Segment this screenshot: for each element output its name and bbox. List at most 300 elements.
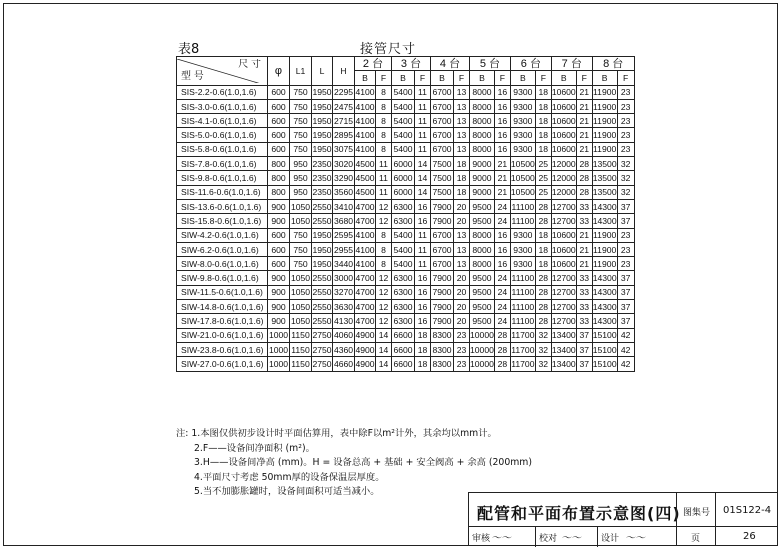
value-cell: 11100 xyxy=(510,199,535,213)
value-cell: 37 xyxy=(617,300,634,314)
check-signature: ～～ xyxy=(561,533,581,544)
note-2: 2.F——设备间净面积 (m²)。 xyxy=(194,442,315,454)
value-cell: 42 xyxy=(617,357,634,371)
value-cell: 16 xyxy=(494,242,510,256)
value-cell: 24 xyxy=(494,271,510,285)
value-cell: 11 xyxy=(376,171,392,185)
value-cell: 11 xyxy=(376,185,392,199)
value-cell: 23 xyxy=(617,99,634,113)
value-cell: 10000 xyxy=(470,328,495,342)
value-cell: 13400 xyxy=(551,328,576,342)
value-cell: 20 xyxy=(454,214,470,228)
value-cell: 950 xyxy=(290,185,312,199)
model-cell: SIS-4.1-0.6(1.0,1.6) xyxy=(177,114,268,128)
value-cell: 33 xyxy=(576,285,592,299)
value-cell: 14 xyxy=(376,342,392,356)
value-cell: 1050 xyxy=(290,271,312,285)
value-cell: 20 xyxy=(454,271,470,285)
value-cell: 16 xyxy=(494,99,510,113)
value-cell: 11 xyxy=(415,242,431,256)
value-cell: 9500 xyxy=(470,300,495,314)
value-cell: 9300 xyxy=(510,142,535,156)
value-cell: 3270 xyxy=(333,285,355,299)
value-cell: 15100 xyxy=(592,328,617,342)
value-cell: 8300 xyxy=(431,328,454,342)
value-cell: 900 xyxy=(268,214,290,228)
value-cell: 10500 xyxy=(510,157,535,171)
value-cell: 900 xyxy=(268,271,290,285)
value-cell: 12 xyxy=(376,271,392,285)
value-cell: 4700 xyxy=(355,285,376,299)
sub-header-f: F xyxy=(535,71,551,85)
value-cell: 11 xyxy=(415,85,431,99)
value-cell: 1050 xyxy=(290,314,312,328)
value-cell: 32 xyxy=(617,157,634,171)
value-cell: 5400 xyxy=(392,228,415,242)
value-cell: 14300 xyxy=(592,199,617,213)
col-phi: φ xyxy=(268,57,290,86)
value-cell: 4100 xyxy=(355,128,376,142)
value-cell: 10600 xyxy=(551,242,576,256)
value-cell: 12 xyxy=(376,214,392,228)
value-cell: 800 xyxy=(268,157,290,171)
value-cell: 20 xyxy=(454,314,470,328)
value-cell: 750 xyxy=(290,242,312,256)
value-cell: 13 xyxy=(454,85,470,99)
value-cell: 18 xyxy=(535,85,551,99)
value-cell: 11100 xyxy=(510,214,535,228)
value-cell: 900 xyxy=(268,285,290,299)
value-cell: 10000 xyxy=(470,342,495,356)
value-cell: 5400 xyxy=(392,114,415,128)
group-5: 5 台 xyxy=(470,57,511,71)
model-cell: SIW-8.0-0.6(1.0,1.6) xyxy=(177,257,268,271)
value-cell: 25 xyxy=(535,185,551,199)
value-cell: 16 xyxy=(494,114,510,128)
value-cell: 18 xyxy=(535,99,551,113)
value-cell: 10000 xyxy=(470,357,495,371)
value-cell: 11900 xyxy=(592,99,617,113)
value-cell: 4360 xyxy=(333,342,355,356)
sub-header-b: B xyxy=(551,71,576,85)
value-cell: 18 xyxy=(454,171,470,185)
value-cell: 9500 xyxy=(470,199,495,213)
value-cell: 28 xyxy=(535,314,551,328)
value-cell: 8 xyxy=(376,128,392,142)
value-cell: 28 xyxy=(494,357,510,371)
value-cell: 600 xyxy=(268,85,290,99)
value-cell: 7900 xyxy=(431,199,454,213)
value-cell: 9300 xyxy=(510,85,535,99)
value-cell: 2595 xyxy=(333,228,355,242)
value-cell: 6000 xyxy=(392,171,415,185)
value-cell: 10600 xyxy=(551,257,576,271)
value-cell: 1950 xyxy=(312,85,333,99)
value-cell: 14 xyxy=(415,157,431,171)
note-4: 4.平面尺寸考虑 50mm厚的设备保温层厚度。 xyxy=(194,471,385,483)
value-cell: 11900 xyxy=(592,114,617,128)
value-cell: 28 xyxy=(535,199,551,213)
value-cell: 6700 xyxy=(431,128,454,142)
value-cell: 15100 xyxy=(592,342,617,356)
value-cell: 600 xyxy=(268,257,290,271)
value-cell: 12700 xyxy=(551,314,576,328)
value-cell: 14300 xyxy=(592,314,617,328)
value-cell: 4700 xyxy=(355,199,376,213)
page-label: 页 xyxy=(691,534,701,544)
value-cell: 2550 xyxy=(312,271,333,285)
value-cell: 6700 xyxy=(431,99,454,113)
value-cell: 21 xyxy=(576,142,592,156)
model-cell: SIS-3.0-0.6(1.0,1.6) xyxy=(177,99,268,113)
value-cell: 6700 xyxy=(431,228,454,242)
value-cell: 28 xyxy=(535,214,551,228)
value-cell: 6300 xyxy=(392,214,415,228)
value-cell: 1950 xyxy=(312,114,333,128)
value-cell: 12000 xyxy=(551,157,576,171)
value-cell: 9300 xyxy=(510,99,535,113)
value-cell: 8300 xyxy=(431,342,454,356)
sub-header-f: F xyxy=(576,71,592,85)
value-cell: 16 xyxy=(415,300,431,314)
sub-header-b: B xyxy=(592,71,617,85)
drawing-title: 配管和平面布置示意图(四) xyxy=(477,504,681,523)
table-row xyxy=(177,185,635,199)
value-cell: 16 xyxy=(494,228,510,242)
value-cell: 16 xyxy=(415,199,431,213)
value-cell: 750 xyxy=(290,257,312,271)
value-cell: 3440 xyxy=(333,257,355,271)
value-cell: 1050 xyxy=(290,214,312,228)
value-cell: 6700 xyxy=(431,257,454,271)
value-cell: 4700 xyxy=(355,314,376,328)
model-cell: SIS-11.6-0.6(1.0,1.6) xyxy=(177,185,268,199)
value-cell: 37 xyxy=(617,214,634,228)
value-cell: 33 xyxy=(576,300,592,314)
value-cell: 600 xyxy=(268,128,290,142)
value-cell: 18 xyxy=(535,257,551,271)
value-cell: 13 xyxy=(454,99,470,113)
value-cell: 14 xyxy=(376,357,392,371)
table-row xyxy=(177,328,635,342)
review-label: 审核 xyxy=(472,534,491,544)
value-cell: 11700 xyxy=(510,328,535,342)
group-3: 3 台 xyxy=(392,57,431,71)
value-cell: 4900 xyxy=(355,328,376,342)
value-cell: 11 xyxy=(415,257,431,271)
value-cell: 13 xyxy=(454,242,470,256)
value-cell: 9500 xyxy=(470,285,495,299)
value-cell: 1150 xyxy=(290,357,312,371)
value-cell: 10600 xyxy=(551,99,576,113)
value-cell: 4100 xyxy=(355,228,376,242)
value-cell: 28 xyxy=(535,300,551,314)
value-cell: 23 xyxy=(617,128,634,142)
value-cell: 1950 xyxy=(312,142,333,156)
value-cell: 32 xyxy=(535,342,551,356)
value-cell: 2550 xyxy=(312,300,333,314)
value-cell: 25 xyxy=(535,171,551,185)
value-cell: 3075 xyxy=(333,142,355,156)
value-cell: 23 xyxy=(617,228,634,242)
model-cell: SIW-27.0-0.6(1.0,1.6) xyxy=(177,357,268,371)
value-cell: 8000 xyxy=(470,85,495,99)
table-row xyxy=(177,199,635,213)
value-cell: 3020 xyxy=(333,157,355,171)
value-cell: 6000 xyxy=(392,157,415,171)
value-cell: 7500 xyxy=(431,185,454,199)
value-cell: 10600 xyxy=(551,128,576,142)
value-cell: 1950 xyxy=(312,228,333,242)
value-cell: 18 xyxy=(415,342,431,356)
value-cell: 37 xyxy=(617,199,634,213)
value-cell: 5400 xyxy=(392,142,415,156)
check-label: 校对 xyxy=(539,534,558,544)
value-cell: 750 xyxy=(290,228,312,242)
value-cell: 7900 xyxy=(431,285,454,299)
value-cell: 2350 xyxy=(312,157,333,171)
value-cell: 4500 xyxy=(355,185,376,199)
value-cell: 18 xyxy=(535,242,551,256)
value-cell: 21 xyxy=(494,185,510,199)
value-cell: 23 xyxy=(454,342,470,356)
value-cell: 23 xyxy=(617,142,634,156)
value-cell: 11 xyxy=(415,99,431,113)
value-cell: 7900 xyxy=(431,214,454,228)
value-cell: 5400 xyxy=(392,99,415,113)
title-block xyxy=(468,492,778,546)
atlas-label: 图集号 xyxy=(683,508,711,518)
value-cell: 3560 xyxy=(333,185,355,199)
value-cell: 16 xyxy=(494,128,510,142)
model-cell: SIS-5.0-0.6(1.0,1.6) xyxy=(177,128,268,142)
value-cell: 600 xyxy=(268,99,290,113)
value-cell: 1950 xyxy=(312,128,333,142)
value-cell: 6600 xyxy=(392,328,415,342)
table-row xyxy=(177,214,635,228)
value-cell: 11 xyxy=(415,114,431,128)
value-cell: 5400 xyxy=(392,128,415,142)
value-cell: 25 xyxy=(535,157,551,171)
value-cell: 21 xyxy=(576,114,592,128)
value-cell: 11 xyxy=(415,128,431,142)
value-cell: 6700 xyxy=(431,242,454,256)
value-cell: 8000 xyxy=(470,142,495,156)
value-cell: 21 xyxy=(576,257,592,271)
value-cell: 28 xyxy=(576,157,592,171)
value-cell: 11100 xyxy=(510,285,535,299)
value-cell: 8300 xyxy=(431,357,454,371)
value-cell: 18 xyxy=(454,185,470,199)
value-cell: 6700 xyxy=(431,114,454,128)
value-cell: 18 xyxy=(454,157,470,171)
value-cell: 14300 xyxy=(592,285,617,299)
value-cell: 11 xyxy=(415,142,431,156)
value-cell: 1000 xyxy=(268,342,290,356)
value-cell: 2750 xyxy=(312,328,333,342)
model-cell: SIW-17.8-0.6(1.0,1.6) xyxy=(177,314,268,328)
value-cell: 10500 xyxy=(510,171,535,185)
value-cell: 12700 xyxy=(551,271,576,285)
value-cell: 28 xyxy=(535,285,551,299)
value-cell: 12 xyxy=(376,285,392,299)
value-cell: 11 xyxy=(415,228,431,242)
value-cell: 32 xyxy=(617,171,634,185)
value-cell: 1050 xyxy=(290,285,312,299)
value-cell: 8000 xyxy=(470,114,495,128)
value-cell: 4700 xyxy=(355,271,376,285)
value-cell: 5400 xyxy=(392,85,415,99)
value-cell: 4100 xyxy=(355,114,376,128)
model-cell: SIW-6.2-0.6(1.0,1.6) xyxy=(177,242,268,256)
model-cell: SIW-21.0-0.6(1.0,1.6) xyxy=(177,328,268,342)
corner-model-label: 型 号 xyxy=(181,70,204,82)
sub-header-f: F xyxy=(494,71,510,85)
value-cell: 1950 xyxy=(312,257,333,271)
value-cell: 11900 xyxy=(592,128,617,142)
atlas-number: 01S122-4 xyxy=(723,505,772,516)
col-h: H xyxy=(333,57,355,86)
table-row xyxy=(177,357,635,371)
value-cell: 2750 xyxy=(312,342,333,356)
value-cell: 18 xyxy=(535,228,551,242)
design-signature: ～～ xyxy=(625,533,645,544)
value-cell: 4700 xyxy=(355,214,376,228)
sub-header-b: B xyxy=(470,71,495,85)
model-cell: SIS-7.8-0.6(1.0,1.6) xyxy=(177,157,268,171)
value-cell: 11900 xyxy=(592,242,617,256)
value-cell: 16 xyxy=(415,314,431,328)
value-cell: 4660 xyxy=(333,357,355,371)
table-row xyxy=(177,85,635,99)
value-cell: 37 xyxy=(576,328,592,342)
value-cell: 21 xyxy=(494,157,510,171)
table-row xyxy=(177,242,635,256)
design-label: 设计 xyxy=(601,534,620,544)
value-cell: 600 xyxy=(268,228,290,242)
value-cell: 3000 xyxy=(333,271,355,285)
value-cell: 4500 xyxy=(355,157,376,171)
value-cell: 14300 xyxy=(592,300,617,314)
value-cell: 14300 xyxy=(592,271,617,285)
sub-header-b: B xyxy=(431,71,454,85)
value-cell: 9000 xyxy=(470,185,495,199)
group-8: 8 台 xyxy=(592,57,634,71)
col-l: L xyxy=(312,57,333,86)
value-cell: 6700 xyxy=(431,85,454,99)
value-cell: 10600 xyxy=(551,114,576,128)
value-cell: 4100 xyxy=(355,99,376,113)
sub-header-f: F xyxy=(454,71,470,85)
value-cell: 21 xyxy=(576,85,592,99)
value-cell: 15100 xyxy=(592,357,617,371)
value-cell: 950 xyxy=(290,157,312,171)
table-row xyxy=(177,342,635,356)
value-cell: 23 xyxy=(454,357,470,371)
review-signature: ～～ xyxy=(491,533,511,544)
value-cell: 12700 xyxy=(551,285,576,299)
model-cell: SIS-5.8-0.6(1.0,1.6) xyxy=(177,142,268,156)
model-cell: SIS-9.8-0.6(1.0,1.6) xyxy=(177,171,268,185)
value-cell: 2295 xyxy=(333,85,355,99)
value-cell: 4500 xyxy=(355,171,376,185)
value-cell: 13 xyxy=(454,114,470,128)
value-cell: 1950 xyxy=(312,242,333,256)
value-cell: 21 xyxy=(576,128,592,142)
value-cell: 1050 xyxy=(290,199,312,213)
value-cell: 13400 xyxy=(551,342,576,356)
value-cell: 8 xyxy=(376,114,392,128)
value-cell: 28 xyxy=(576,185,592,199)
value-cell: 33 xyxy=(576,314,592,328)
value-cell: 16 xyxy=(494,85,510,99)
corner-header xyxy=(177,57,268,86)
value-cell: 11100 xyxy=(510,314,535,328)
value-cell: 12 xyxy=(376,300,392,314)
value-cell: 13500 xyxy=(592,171,617,185)
value-cell: 4100 xyxy=(355,257,376,271)
value-cell: 900 xyxy=(268,300,290,314)
value-cell: 23 xyxy=(454,328,470,342)
value-cell: 14300 xyxy=(592,214,617,228)
model-cell: SIS-15.8-0.6(1.0,1.6) xyxy=(177,214,268,228)
value-cell: 12 xyxy=(376,199,392,213)
value-cell: 12700 xyxy=(551,199,576,213)
value-cell: 1000 xyxy=(268,357,290,371)
value-cell: 3410 xyxy=(333,199,355,213)
value-cell: 8 xyxy=(376,142,392,156)
value-cell: 9000 xyxy=(470,171,495,185)
value-cell: 11100 xyxy=(510,271,535,285)
value-cell: 21 xyxy=(576,228,592,242)
value-cell: 6300 xyxy=(392,271,415,285)
value-cell: 37 xyxy=(617,285,634,299)
value-cell: 2750 xyxy=(312,357,333,371)
value-cell: 950 xyxy=(290,171,312,185)
group-6: 6 台 xyxy=(510,57,551,71)
value-cell: 6700 xyxy=(431,142,454,156)
value-cell: 9500 xyxy=(470,271,495,285)
value-cell: 9000 xyxy=(470,157,495,171)
value-cell: 14 xyxy=(376,328,392,342)
value-cell: 13500 xyxy=(592,157,617,171)
col-l1: L1 xyxy=(290,57,312,86)
value-cell: 4900 xyxy=(355,342,376,356)
value-cell: 12000 xyxy=(551,171,576,185)
value-cell: 9300 xyxy=(510,242,535,256)
value-cell: 13500 xyxy=(592,185,617,199)
value-cell: 28 xyxy=(494,328,510,342)
value-cell: 11700 xyxy=(510,342,535,356)
value-cell: 12 xyxy=(376,314,392,328)
value-cell: 20 xyxy=(454,300,470,314)
value-cell: 1950 xyxy=(312,99,333,113)
value-cell: 1150 xyxy=(290,342,312,356)
value-cell: 37 xyxy=(617,271,634,285)
value-cell: 3630 xyxy=(333,300,355,314)
value-cell: 2955 xyxy=(333,242,355,256)
model-cell: SIW-14.8-0.6(1.0,1.6) xyxy=(177,300,268,314)
model-cell: SIS-2.2-0.6(1.0,1.6) xyxy=(177,85,268,99)
sub-header-b: B xyxy=(392,71,415,85)
value-cell: 3680 xyxy=(333,214,355,228)
value-cell: 3290 xyxy=(333,171,355,185)
value-cell: 10600 xyxy=(551,142,576,156)
value-cell: 7900 xyxy=(431,300,454,314)
value-cell: 8 xyxy=(376,228,392,242)
value-cell: 28 xyxy=(535,271,551,285)
value-cell: 33 xyxy=(576,214,592,228)
